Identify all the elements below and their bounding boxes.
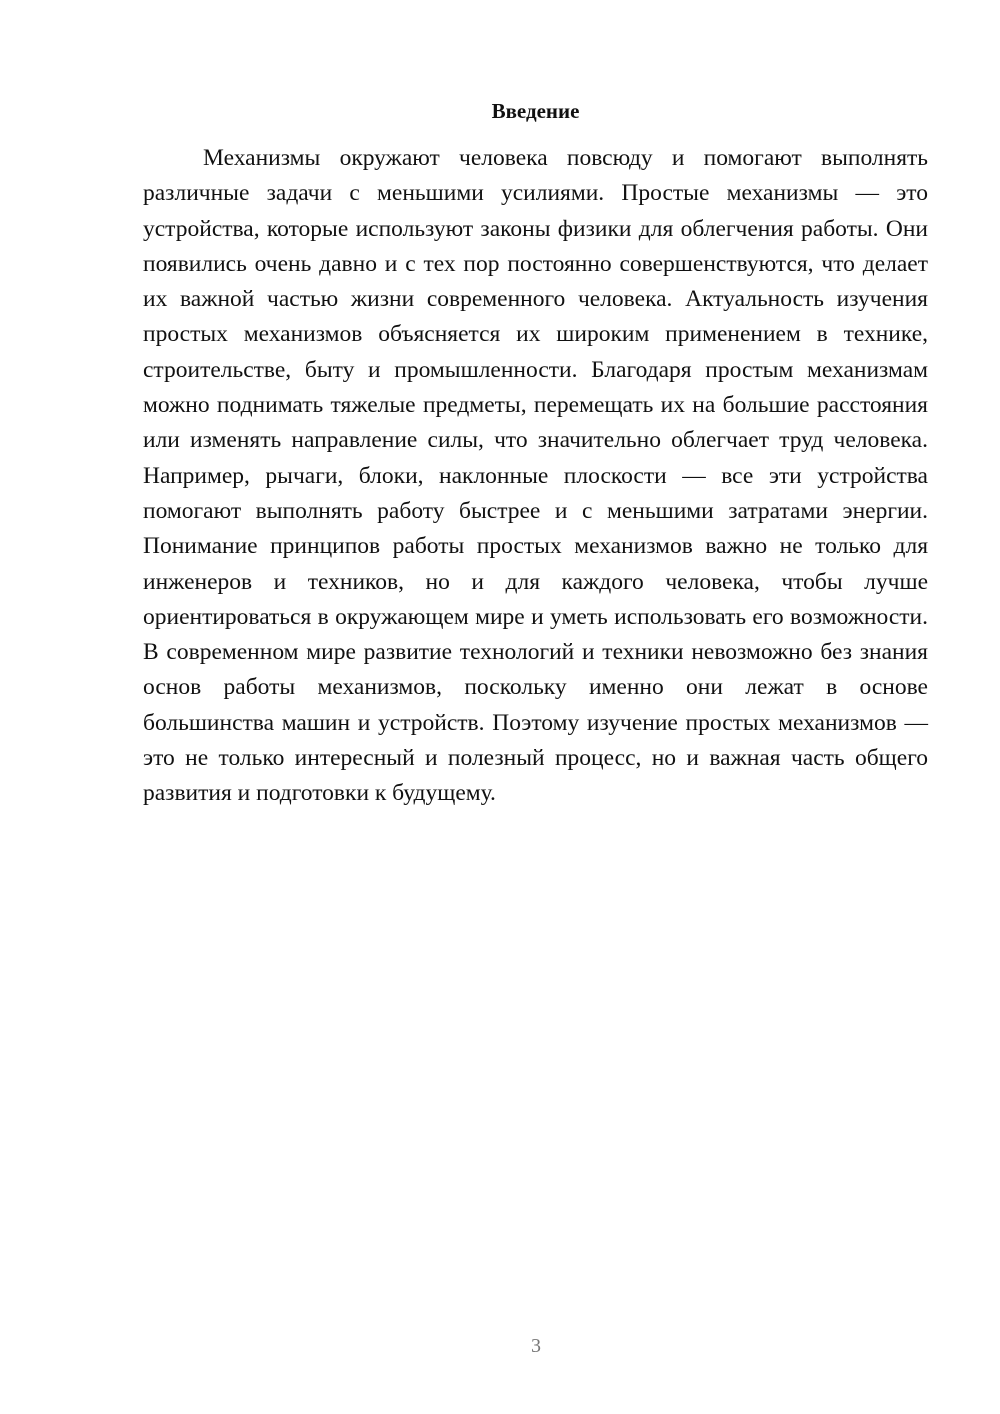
page-number: 3	[531, 1335, 541, 1357]
body-paragraph: Механизмы окружают человека повсюду и помогают выполнять различные задачи с меньшими усилиями. Простые механизмы — это устройства, которые используют законы физики для облегчения работы. Они появились очень давно и с тех пор постоянно совершенствуются, что делает их важной частью жизни современного человека. Актуальность изучения простых механизмов объясняется их широким применением в технике, строительстве, быту и промышленности. Благодаря простым механизмам можно поднимать тяжелые предметы, перемещать их на большие расстояния или изменять направление силы, что значительно облегчает труд человека. Например, рычаги, блоки, наклонные плоскости — все эти устройства помогают выполнять работу быстрее и с меньшими затратами энергии. Понимание принципов работы простых механизмов важно не только для инженеров и техников, но и для каждого человека, чтобы лучше ориентироваться в окружающем мире и уметь использовать его возможности. В современном мире развитие технологий и техники невозможно без знания основ работы механизмов, поскольку именно они лежат в основе большинства машин и устройств. Поэтому изучение простых механизмов — это не только интересный и полезный процесс, но и важная часть общего развития и подготовки к будущему.	[143, 145, 928, 807]
section-title: Введение	[491, 99, 580, 123]
